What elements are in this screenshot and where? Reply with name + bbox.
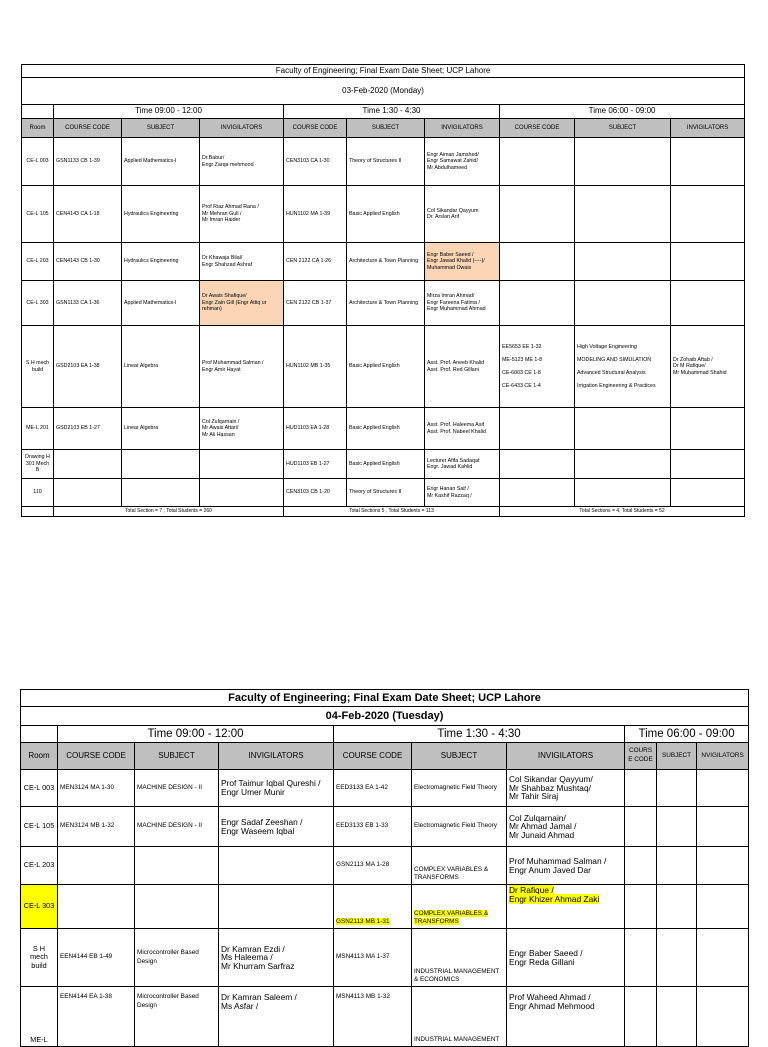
course-code-cell: CEN3103 CB 1-20 [284, 479, 347, 507]
table-row [22, 479, 745, 507]
subject-cell: Electromagnetic Field Theory [412, 807, 507, 847]
subject-cell: Electromagnetic Field Theory [412, 770, 507, 807]
blank-cell [22, 105, 54, 119]
table-row [21, 929, 749, 987]
header-subject: SUBJECT [122, 119, 200, 138]
subject-cell: Basic Applied English [347, 408, 425, 450]
invigilators-cell: Prof Muhammad Salman / Engr Anum Javed Dar [507, 847, 625, 885]
subject-cell: Microcontroller Based Design [135, 929, 219, 987]
course-code-cell [334, 885, 412, 929]
course-code-cell: MEN3124 MA 1-30 [58, 770, 135, 807]
invigilators-cell [219, 847, 334, 885]
subject-cell [135, 847, 219, 885]
room-cell: ME-L 201 [22, 408, 54, 450]
invigilators-cell: Engr Hanan Saif / Mr Kashif Razzaq / [425, 479, 500, 507]
table-row [22, 243, 745, 281]
subject-cell [122, 479, 200, 507]
invigilators-cell: Dr Khawaja Bilal/ Engr Shahzad Ashraf [200, 243, 284, 281]
table-row [21, 807, 749, 847]
invigilators-cell [200, 479, 284, 507]
subject-cell: Architecture & Town Planning [347, 243, 425, 281]
invigilators-cell [219, 885, 334, 929]
invigilators-cell: Prof Taimur Iqbal Qureshi / Engr Umer Munir [219, 770, 334, 807]
room-cell: CE-L 303 [21, 885, 58, 929]
invigilators-highlight: Dr Rafique / Engr Khizer Ahmad Zaki [509, 885, 600, 904]
course-code-cell: CEN 2122 CB 1-37 [284, 281, 347, 326]
invigilators-cell [671, 138, 745, 186]
time-slot-evening: Time 06:00 - 09:00 [625, 726, 749, 743]
course-code-cell: GSD2103 EA 1-38 [54, 326, 122, 408]
subject-cell: Linear Algebra [122, 326, 200, 408]
room-cell: CE-L 003 [22, 138, 54, 186]
room-cell: S H mech build [22, 326, 54, 408]
date-sheet-monday [21, 64, 745, 517]
header-course-code: COURSE CODE [334, 743, 412, 770]
invigilators-cell [671, 450, 745, 479]
subject-cell: Applied Mathematics-I [122, 281, 200, 326]
invigilators-cell: Dr Awais Shafique/ Engr Zain Gill (Engr Attiq ur rehman) [200, 281, 284, 326]
invigilators-cell: Engr Baber Saeed / Engr Jawad Khalid (----)/ Muhammad Owais [425, 243, 500, 281]
subject-cell [657, 847, 697, 885]
table-row [21, 987, 749, 1047]
course-code-cell: HUN1102 MA 1-39 [284, 186, 347, 243]
header-invigilators: INVIGILATORS [425, 119, 500, 138]
subject-cell: COMPLEX VARIABLES & TRANSFORMS [412, 847, 507, 885]
subject-cell [575, 138, 671, 186]
header-course-code: COURSE CODE [58, 743, 135, 770]
invigilators-cell: Col Sikandar Qayyum/ Mr Shahbaz Mushtaq/ Mr Tahir Siraj [507, 770, 625, 807]
room-cell: ME-L [21, 987, 58, 1047]
invigilators-cell [697, 929, 749, 987]
room-cell: CE-L 203 [22, 243, 54, 281]
course-code-cell [54, 450, 122, 479]
course-code-cell: CEN4143 CB 1-30 [54, 243, 122, 281]
subject-cell [575, 479, 671, 507]
invigilators-cell [697, 885, 749, 929]
course-code-cell: GSN1133 CA 1-36 [54, 281, 122, 326]
course-code-cell [58, 847, 135, 885]
subject-cell [135, 885, 219, 929]
room-cell: CE-L 303 [22, 281, 54, 326]
header-course-code: COURS E CODE [625, 743, 657, 770]
invigilators-cell: Col Zulqarnain / Mr Awais Attari/ Mr Ali Hassan [200, 408, 284, 450]
invigilators-cell [507, 885, 625, 929]
blank-cell [21, 726, 58, 743]
header-course-code: COURSE CODE [54, 119, 122, 138]
subject-cell [657, 929, 697, 987]
subject-cell [657, 770, 697, 807]
time-slot-afternoon: Time 1:30 - 4:30 [334, 726, 625, 743]
invigilators-cell: Prof Waheed Ahmad / Engr Ahmad Mehmood [507, 987, 625, 1047]
course-code-cell [625, 885, 657, 929]
course-code-cell [54, 479, 122, 507]
course-code-highlight: GSN2113 MB 1-31 [336, 918, 390, 926]
sheet-date: 03-Feb-2020 (Monday) [22, 78, 745, 105]
course-code-cell [625, 847, 657, 885]
header-subject: SUBJECT [347, 119, 425, 138]
time-slot-morning: Time 09:00 - 12:00 [58, 726, 334, 743]
room-cell: Drawing H 301 Mech B [22, 450, 54, 479]
blank-cell [22, 507, 54, 517]
course-code-cell: EED3133 EB 1-33 [334, 807, 412, 847]
header-subject: SUBJECT [657, 743, 697, 770]
invigilators-cell: Engr Sadaf Zeeshan / Engr Waseem Iqbal [219, 807, 334, 847]
totals-evening: Total Sections = 4, Total Students = 52 [500, 507, 745, 517]
invigilators-cell [697, 847, 749, 885]
totals-afternoon: Total Sections 5 , Total Students = 113 [284, 507, 500, 517]
subject-cell [575, 186, 671, 243]
course-code-cell [500, 408, 575, 450]
course-code-cell: GSN1133 CB 1-39 [54, 138, 122, 186]
course-code-cell [500, 243, 575, 281]
invigilators-cell [697, 987, 749, 1047]
invigilators-cell [200, 450, 284, 479]
room-cell: CE-L 105 [22, 186, 54, 243]
course-code-cell [625, 987, 657, 1047]
room-cell: CE-L 003 [21, 770, 58, 807]
invigilators-cell: Dr.Babur/ Engr Zarqa mehmood [200, 138, 284, 186]
invigilators-cell: Dr Kamran Saleem / Ms Asfar / [219, 987, 334, 1047]
subject-cell: INDUSTRIAL MANAGEMENT [412, 987, 507, 1047]
course-code-cell: GSD2103 EB 1-27 [54, 408, 122, 450]
invigilators-cell: Engr Baber Saeed / Engr Reda Gillani [507, 929, 625, 987]
subject-cell: MACHINE DESIGN - II [135, 770, 219, 807]
subject-cell: Hydraulics Engineering [122, 243, 200, 281]
table-row [21, 847, 749, 885]
invigilators-cell: Col Sikandar Qayyum Dr. Arslan Arif [425, 186, 500, 243]
invigilators-cell [697, 807, 749, 847]
course-code-cell: CEN3103 CA 1-30 [284, 138, 347, 186]
subject-cell: Architecture & Town Planning [347, 281, 425, 326]
course-code-cell: CEN4143 CA 1-18 [54, 186, 122, 243]
invigilators-cell [671, 408, 745, 450]
table-row [22, 186, 745, 243]
course-code-cell [500, 450, 575, 479]
invigilators-cell: Col Zulqarnain/ Mr Ahmad Jamal / Mr Junaid Ahmad [507, 807, 625, 847]
invigilators-cell: Prof Muhammad Salman / Engr Amir Hayat [200, 326, 284, 408]
room-cell: 110 [22, 479, 54, 507]
invigilators-cell: Prof Riaz Ahmad Rana / Mr Mehran Gull / Mr Imran Haider [200, 186, 284, 243]
course-code-cell: EED3133 EA 1-42 [334, 770, 412, 807]
subject-cell [575, 450, 671, 479]
invigilators-cell [671, 186, 745, 243]
header-invigilators: INVIGILATORS [671, 119, 745, 138]
subject-cell: Basic Applied English [347, 326, 425, 408]
header-course-code: COURSE CODE [500, 119, 575, 138]
room-cell: CE-L 203 [21, 847, 58, 885]
course-code-cell: MEN3124 MB 1-32 [58, 807, 135, 847]
course-code-cell: MSN4113 MA 1-37 [334, 929, 412, 987]
table-row [22, 138, 745, 186]
subject-cell [575, 408, 671, 450]
time-slot-morning: Time 09:00 - 12:00 [54, 105, 284, 119]
invigilators-cell [671, 243, 745, 281]
course-code-cell: GSN2113 MA 1-28 [334, 847, 412, 885]
sheet-date: 04-Feb-2020 (Tuesday) [21, 707, 749, 726]
header-subject: SUBJECT [575, 119, 671, 138]
header-room: Room [21, 743, 58, 770]
subject-cell [412, 885, 507, 929]
header-room: Room [22, 119, 54, 138]
invigilators-cell: Dr Zohaib Aftab / Dr M Rafique/ Mr Muhammad Shahid [671, 326, 745, 408]
subject-cell: MACHINE DESIGN - II [135, 807, 219, 847]
sheet-title: Faculty of Engineering; Final Exam Date Sheet; UCP Lahore [21, 690, 749, 707]
subject-cell [657, 807, 697, 847]
totals-row [22, 507, 745, 517]
course-code-cell: CEN 2122 CA 1-26 [284, 243, 347, 281]
subject-cell: Microcontroller Based Design [135, 987, 219, 1047]
course-code-cell: HUN1102 MB 1-35 [284, 326, 347, 408]
invigilators-cell: Mirza Imran Ahmad/ Engr Fareena Fatima / Engr Muhammad Ahmad [425, 281, 500, 326]
subject-cell: Theory of Structures II [347, 138, 425, 186]
course-code-cell [500, 186, 575, 243]
course-code-cell: HUD1103 EA 1-28 [284, 408, 347, 450]
course-code-cell: EEN4144 EB 1-49 [58, 929, 135, 987]
invigilators-cell: Asst. Prof. Aneeb Khalid Asst. Prof. Red Gillani [425, 326, 500, 408]
table-row [21, 770, 749, 807]
subject-cell [575, 243, 671, 281]
subject-cell [657, 885, 697, 929]
course-code-cell [625, 929, 657, 987]
course-code-cell: EEN4144 EA 1-38 [58, 987, 135, 1047]
date-sheet-tuesday [20, 689, 749, 1047]
subject-cell: INDUSTRIAL MANAGEMENT & ECONOMICS [412, 929, 507, 987]
table-row [22, 450, 745, 479]
table-row [22, 281, 745, 326]
table-row [21, 885, 749, 929]
subject-cell [122, 450, 200, 479]
course-code-cell [625, 807, 657, 847]
time-slot-afternoon: Time 1:30 - 4:30 [284, 105, 500, 119]
course-code-cell [625, 770, 657, 807]
subject-cell: High Voltage Engineering MODELING AND SIMULATION Advanced Structural Analysis Irrigation Engineering & Practices [575, 326, 671, 408]
header-invigilators: NVIGILATORS [697, 743, 749, 770]
course-code-cell: MSN4113 MB 1-32 [334, 987, 412, 1047]
course-code-cell [500, 138, 575, 186]
table-row [22, 408, 745, 450]
room-cell: CE-L 105 [21, 807, 58, 847]
course-code-cell [500, 281, 575, 326]
subject-highlight: COMPLEX VARIABLES & TRANSFORMS [414, 909, 489, 926]
sheet-title: Faculty of Engineering; Final Exam Date Sheet; UCP Lahore [22, 65, 745, 78]
time-slot-evening: Time 06:00 - 09:00 [500, 105, 745, 119]
subject-cell [657, 987, 697, 1047]
subject-cell: Basic Applied English [347, 186, 425, 243]
invigilators-cell: Asst. Prof. Haleema Asif Asst. Prof. Nabeel Khalid [425, 408, 500, 450]
header-invigilators: INVIGILATORS [219, 743, 334, 770]
room-cell: S H mech build [21, 929, 58, 987]
course-code-cell [58, 885, 135, 929]
header-invigilators: INVIGILATORS [200, 119, 284, 138]
course-code-cell [500, 479, 575, 507]
subject-cell [575, 281, 671, 326]
header-subject: SUBJECT [412, 743, 507, 770]
subject-cell: Theory of Structures II [347, 479, 425, 507]
invigilators-cell: Lecturer Afifa Sadaqat Engr. Jawad Kahlid [425, 450, 500, 479]
course-code-cell: EE5653 EE 1-32 ME-5123 ME 1-8 CE-6003 CE 1-8 CE-6433 CE 1-4 [500, 326, 575, 408]
table-row [22, 326, 745, 408]
invigilators-cell [671, 281, 745, 326]
subject-cell: Linear Algebra [122, 408, 200, 450]
course-code-cell: HUD1103 EB 1-27 [284, 450, 347, 479]
header-invigilators: INVIGILATORS [507, 743, 625, 770]
subject-cell: Basic Applied English [347, 450, 425, 479]
subject-cell: Applied Mathematics-I [122, 138, 200, 186]
header-course-code: COURSE CODE [284, 119, 347, 138]
header-subject: SUBJECT [135, 743, 219, 770]
subject-cell: Hydraulics Engineering [122, 186, 200, 243]
invigilators-cell [697, 770, 749, 807]
totals-morning: Total Section = 7 , Total Students = 260 [54, 507, 284, 517]
invigilators-cell [671, 479, 745, 507]
invigilators-cell: Engr Aiman Jamshed/ Engr Samawat Zahid/ Mr Abdulhameed [425, 138, 500, 186]
invigilators-cell: Dr Kamran Ezdi / Ms Haleema / Mr Khurram Sarfraz [219, 929, 334, 987]
